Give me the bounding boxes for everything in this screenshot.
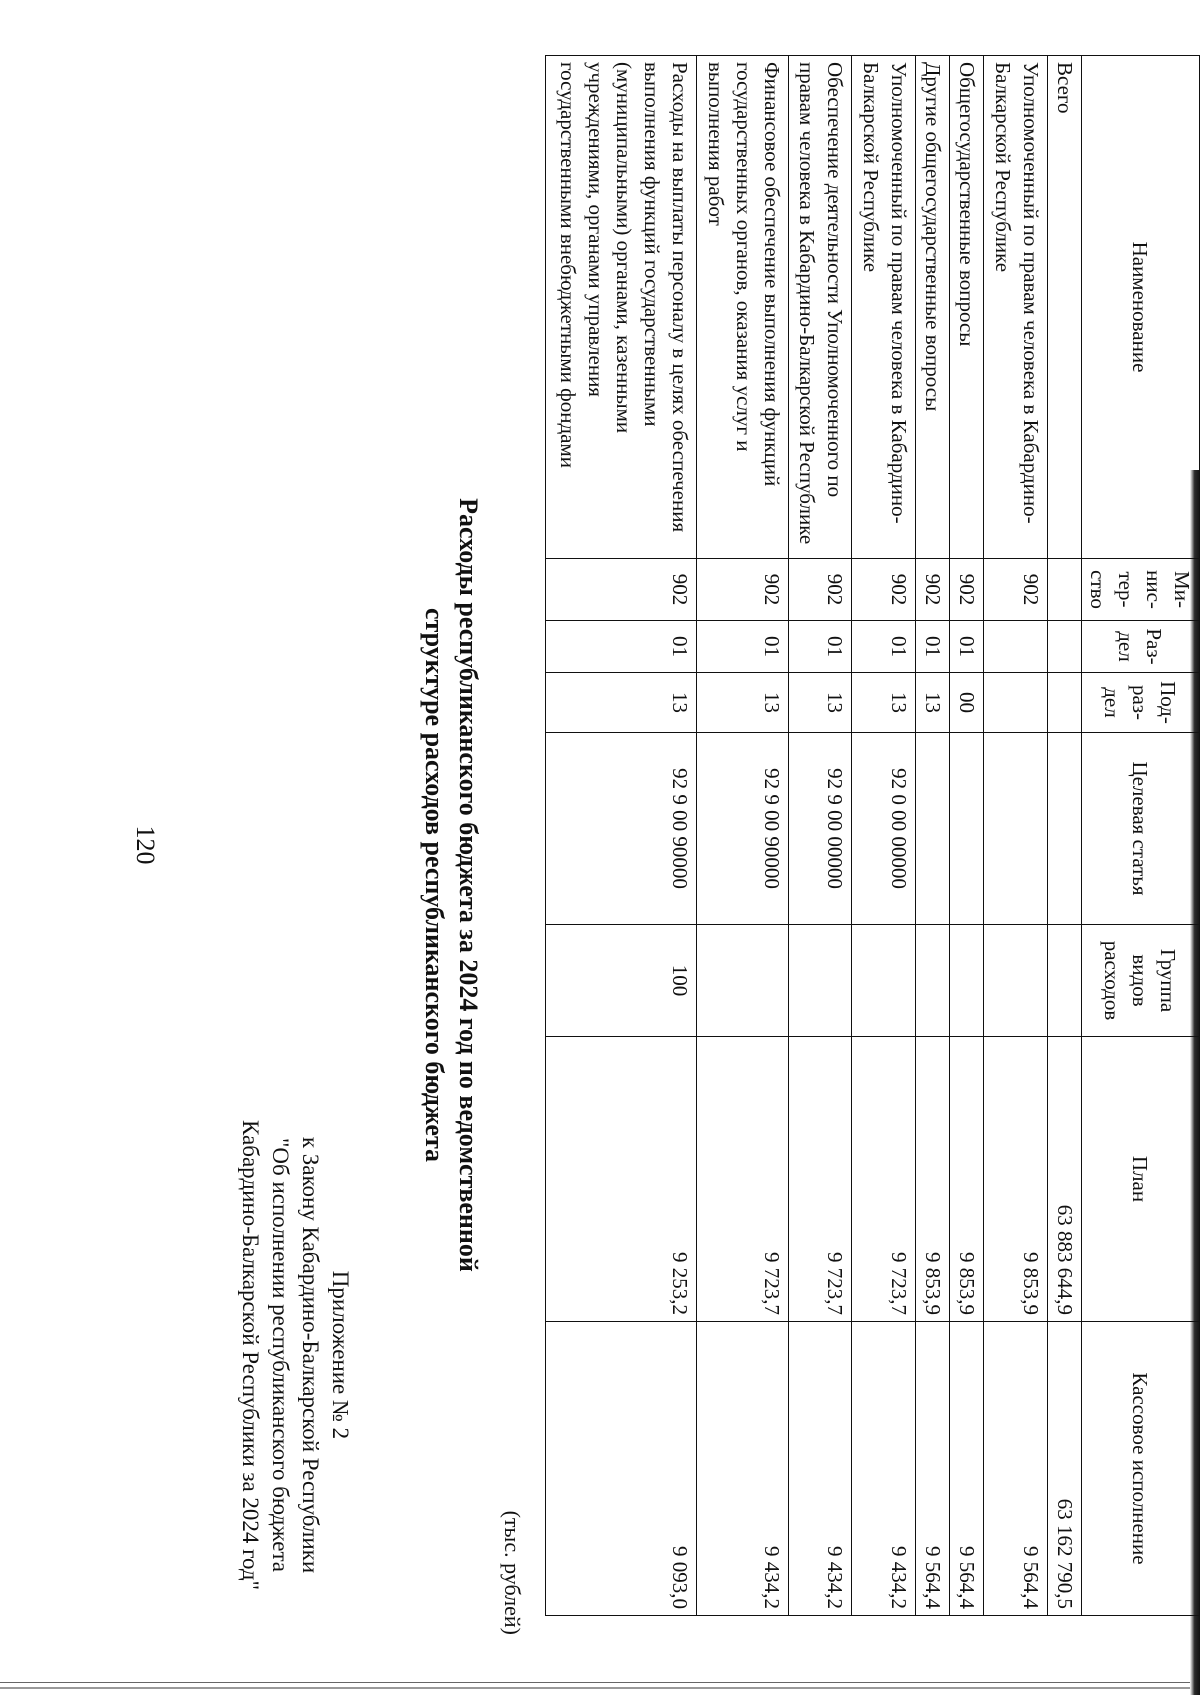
cell-subsection bbox=[1047, 673, 1081, 733]
header-section: Раз-дел bbox=[1082, 621, 1200, 673]
cell-target: 92 9 00 90000 bbox=[696, 733, 788, 925]
cell-plan: 9 853,9 bbox=[984, 1037, 1047, 1322]
cell-section: 01 bbox=[852, 621, 915, 673]
header-group: Группа видов расходов bbox=[1082, 925, 1200, 1037]
cell-plan: 9 723,7 bbox=[696, 1037, 788, 1322]
cell-name: Обеспечение деятельности Уполномоченного по правам человека в Кабардино-Балкарской Республике bbox=[789, 56, 852, 559]
scan-bottom-strip bbox=[0, 1682, 1190, 1689]
header-ministry: Ми-нис-тер-ство bbox=[1082, 559, 1200, 621]
cell-group bbox=[789, 925, 852, 1037]
table-row bbox=[789, 56, 852, 1616]
cell-ministry bbox=[1047, 559, 1081, 621]
appendix-header bbox=[235, 1095, 355, 1615]
cell-ministry: 902 bbox=[852, 559, 915, 621]
cell-subsection: 13 bbox=[915, 673, 949, 733]
cell-target bbox=[915, 733, 949, 925]
cell-section: 01 bbox=[789, 621, 852, 673]
cell-ministry: 902 bbox=[789, 559, 852, 621]
cell-ministry: 902 bbox=[915, 559, 949, 621]
cell-name: Уполномоченный по правам человека в Кабардино-Балкарской Республике bbox=[984, 56, 1047, 559]
cell-section: 01 bbox=[950, 621, 984, 673]
cell-plan: 63 883 644,9 bbox=[1047, 1037, 1081, 1322]
table-row bbox=[950, 56, 984, 1616]
cell-ministry: 902 bbox=[984, 559, 1047, 621]
header-target: Целевая статья bbox=[1082, 733, 1200, 925]
cell-plan: 9 723,7 bbox=[852, 1037, 915, 1322]
cell-subsection: 13 bbox=[546, 673, 697, 733]
cell-group bbox=[915, 925, 949, 1037]
cell-name: Другие общегосударственные вопросы bbox=[915, 56, 949, 559]
table-row bbox=[984, 56, 1047, 1616]
cell-execution: 9 564,4 bbox=[915, 1322, 949, 1616]
cell-target: 92 0 00 00000 bbox=[852, 733, 915, 925]
cell-subsection: 00 bbox=[950, 673, 984, 733]
cell-name: Расходы на выплаты персоналу в целях обеспечения выполнения функций государственными (муниципальными) органами, казенными учреждениями, органами управления государственными внебюджетными фондами bbox=[546, 56, 697, 559]
appendix-line: Кабардино-Балкарской Республики за 2024 год" bbox=[238, 1120, 263, 1590]
cell-section bbox=[1047, 621, 1081, 673]
cell-target: 92 9 00 90000 bbox=[546, 733, 697, 925]
table-row bbox=[696, 56, 788, 1616]
cell-execution: 9 564,4 bbox=[950, 1322, 984, 1616]
budget-table bbox=[545, 55, 1200, 1616]
cell-name: Уполномоченный по правам человека в Кабардино-Балкарской Республике bbox=[852, 56, 915, 559]
document-title bbox=[417, 145, 485, 1625]
cell-target bbox=[1047, 733, 1081, 925]
cell-subsection bbox=[984, 673, 1047, 733]
cell-ministry: 902 bbox=[950, 559, 984, 621]
title-line: Расходы республиканского бюджета за 2024 год по ведомственной bbox=[454, 498, 483, 1272]
cell-target bbox=[984, 733, 1047, 925]
cell-ministry: 902 bbox=[696, 559, 788, 621]
cell-name: Всего bbox=[1047, 56, 1081, 559]
cell-group bbox=[696, 925, 788, 1037]
table-row bbox=[852, 56, 915, 1616]
header-plan: План bbox=[1082, 1037, 1200, 1322]
page-number: 120 bbox=[131, 825, 160, 865]
cell-section: 01 bbox=[696, 621, 788, 673]
cell-target bbox=[950, 733, 984, 925]
table-row bbox=[546, 56, 697, 1616]
cell-execution: 9 434,2 bbox=[789, 1322, 852, 1616]
cell-execution: 9 434,2 bbox=[852, 1322, 915, 1616]
cell-name: Общегосударственные вопросы bbox=[950, 56, 984, 559]
cell-plan: 9 853,9 bbox=[950, 1037, 984, 1322]
cell-section bbox=[984, 621, 1047, 673]
table-row bbox=[1047, 56, 1081, 1616]
cell-plan: 9 723,7 bbox=[789, 1037, 852, 1322]
cell-plan: 9 853,9 bbox=[915, 1037, 949, 1322]
appendix-line: Приложение № 2 bbox=[328, 1270, 353, 1440]
cell-group bbox=[1047, 925, 1081, 1037]
cell-group bbox=[984, 925, 1047, 1037]
cell-subsection: 13 bbox=[789, 673, 852, 733]
cell-ministry: 902 bbox=[546, 559, 697, 621]
cell-group bbox=[852, 925, 915, 1037]
cell-plan: 9 253,2 bbox=[546, 1037, 697, 1322]
table-header-row bbox=[1082, 56, 1200, 1616]
header-subsection: Под-раз-дел bbox=[1082, 673, 1200, 733]
table-row bbox=[915, 56, 949, 1616]
cell-group bbox=[950, 925, 984, 1037]
title-line: структуре расходов республиканского бюджета bbox=[420, 607, 449, 1163]
cell-execution: 9 434,2 bbox=[696, 1322, 788, 1616]
unit-label: (тыс. рублей) bbox=[500, 1510, 525, 1635]
rotated-document-page bbox=[70, 45, 1200, 1645]
header-execution: Кассовое исполнение bbox=[1082, 1322, 1200, 1616]
cell-section: 01 bbox=[546, 621, 697, 673]
cell-execution: 63 162 790,5 bbox=[1047, 1322, 1081, 1616]
cell-subsection: 13 bbox=[852, 673, 915, 733]
cell-section: 01 bbox=[915, 621, 949, 673]
cell-name: Финансовое обеспечение выполнения функций государственных органов, оказания услуг и выполнения работ bbox=[696, 56, 788, 559]
cell-execution: 9 564,4 bbox=[984, 1322, 1047, 1616]
appendix-line: "Об исполнении республиканского бюджета bbox=[268, 1138, 293, 1572]
cell-group: 100 bbox=[546, 925, 697, 1037]
appendix-line: к Закону Кабардино-Балкарской Республики bbox=[298, 1136, 323, 1574]
cell-subsection: 13 bbox=[696, 673, 788, 733]
header-name: Наименование bbox=[1082, 56, 1200, 559]
cell-target: 92 9 00 00000 bbox=[789, 733, 852, 925]
cell-execution: 9 093,0 bbox=[546, 1322, 697, 1616]
